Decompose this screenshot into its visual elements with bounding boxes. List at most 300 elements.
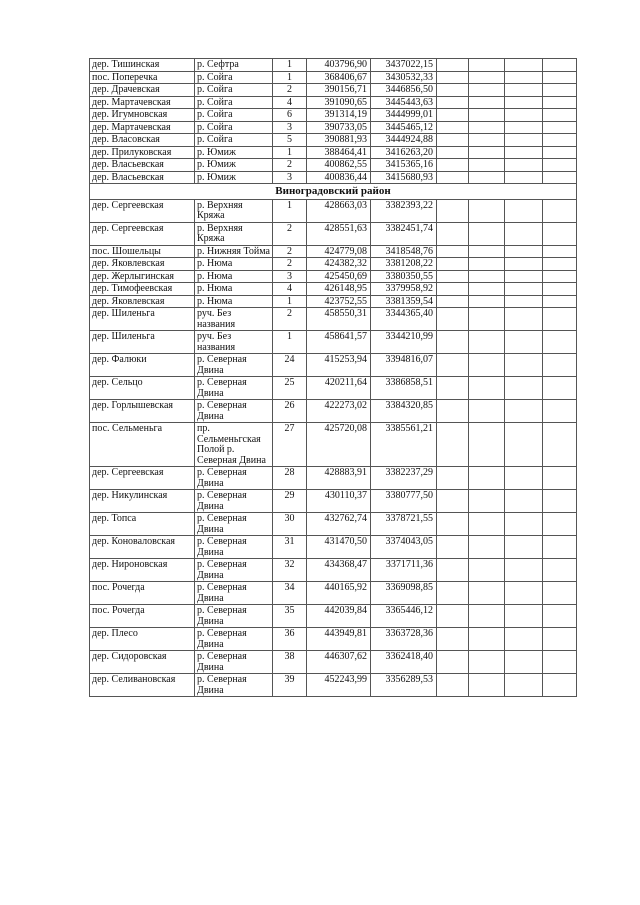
empty-cell	[543, 71, 577, 84]
table-row	[90, 331, 577, 354]
point-number-cell: 39	[273, 674, 307, 697]
coord-x-cell: 390733,05	[307, 121, 371, 134]
water-body-cell: р. Сефтра	[195, 59, 273, 72]
coord-y-cell: 3418548,76	[371, 245, 437, 258]
point-number-cell: 3	[273, 121, 307, 134]
coord-x-cell: 428551,63	[307, 222, 371, 245]
coord-y-cell: 3382393,22	[371, 199, 437, 222]
water-body-cell: р. Северная Двина	[195, 582, 273, 605]
point-number-cell: 4	[273, 96, 307, 109]
table-body-after	[90, 199, 577, 697]
point-number-cell: 34	[273, 582, 307, 605]
section-header-body	[90, 184, 577, 200]
water-body-cell: р. Верхняя Кряжа	[195, 199, 273, 222]
coord-y-cell: 3344210,99	[371, 331, 437, 354]
empty-cell	[437, 71, 469, 84]
water-body-cell: р. Северная Двина	[195, 651, 273, 674]
point-number-cell: 2	[273, 159, 307, 172]
coord-x-cell: 390156,71	[307, 84, 371, 97]
settlement-cell: дер. Яковлевская	[90, 295, 195, 308]
empty-cell	[469, 331, 505, 354]
settlement-cell: дер. Сергеевская	[90, 199, 195, 222]
empty-cell	[469, 674, 505, 697]
empty-cell	[543, 295, 577, 308]
table-row	[90, 674, 577, 697]
coord-y-cell: 3394816,07	[371, 354, 437, 377]
empty-cell	[505, 245, 543, 258]
water-body-cell: р. Северная Двина	[195, 467, 273, 490]
empty-cell	[437, 59, 469, 72]
table-row	[90, 222, 577, 245]
point-number-cell: 38	[273, 651, 307, 674]
table-row	[90, 628, 577, 651]
coord-y-cell: 3416263,20	[371, 146, 437, 159]
point-number-cell: 5	[273, 134, 307, 147]
empty-cell	[543, 674, 577, 697]
table-row	[90, 134, 577, 147]
empty-cell	[469, 134, 505, 147]
table-row	[90, 605, 577, 628]
empty-cell	[505, 331, 543, 354]
empty-cell	[543, 59, 577, 72]
coord-x-cell: 424779,08	[307, 245, 371, 258]
empty-cell	[437, 400, 469, 423]
coord-x-cell: 400862,55	[307, 159, 371, 172]
empty-cell	[543, 96, 577, 109]
empty-cell	[469, 146, 505, 159]
coord-y-cell: 3381208,22	[371, 258, 437, 271]
table-row	[90, 109, 577, 122]
coord-x-cell: 440165,92	[307, 582, 371, 605]
coord-x-cell: 458641,57	[307, 331, 371, 354]
settlement-cell: дер. Горлышевская	[90, 400, 195, 423]
empty-cell	[437, 84, 469, 97]
empty-cell	[505, 605, 543, 628]
water-body-cell: р. Нижняя Тойма	[195, 245, 273, 258]
coord-y-cell: 3445465,12	[371, 121, 437, 134]
empty-cell	[437, 222, 469, 245]
coord-x-cell: 388464,41	[307, 146, 371, 159]
coord-x-cell: 391090,65	[307, 96, 371, 109]
section-header-row	[90, 184, 577, 200]
empty-cell	[437, 96, 469, 109]
empty-cell	[543, 513, 577, 536]
table-row	[90, 96, 577, 109]
empty-cell	[543, 159, 577, 172]
empty-cell	[505, 134, 543, 147]
coord-y-cell: 3369098,85	[371, 582, 437, 605]
empty-cell	[437, 354, 469, 377]
table-row	[90, 146, 577, 159]
empty-cell	[437, 377, 469, 400]
empty-cell	[437, 513, 469, 536]
water-body-cell: р. Северная Двина	[195, 377, 273, 400]
empty-cell	[469, 536, 505, 559]
water-body-cell: р. Юмиж	[195, 146, 273, 159]
point-number-cell: 28	[273, 467, 307, 490]
coord-x-cell: 403796,90	[307, 59, 371, 72]
empty-cell	[505, 559, 543, 582]
settlement-cell: дер. Власьевская	[90, 171, 195, 184]
coord-x-cell: 425450,69	[307, 270, 371, 283]
point-number-cell: 24	[273, 354, 307, 377]
empty-cell	[543, 490, 577, 513]
table-row	[90, 559, 577, 582]
empty-cell	[437, 134, 469, 147]
empty-cell	[469, 199, 505, 222]
water-body-cell: р. Сойга	[195, 134, 273, 147]
empty-cell	[437, 295, 469, 308]
empty-cell	[469, 283, 505, 296]
empty-cell	[505, 354, 543, 377]
water-body-cell: р. Нюма	[195, 258, 273, 271]
settlement-cell: дер. Фалюки	[90, 354, 195, 377]
water-body-cell: р. Северная Двина	[195, 536, 273, 559]
empty-cell	[505, 270, 543, 283]
empty-cell	[543, 467, 577, 490]
coord-y-cell: 3365446,12	[371, 605, 437, 628]
table-row	[90, 199, 577, 222]
point-number-cell: 1	[273, 199, 307, 222]
table-row	[90, 467, 577, 490]
coord-y-cell: 3381359,54	[371, 295, 437, 308]
empty-cell	[505, 536, 543, 559]
empty-cell	[505, 467, 543, 490]
water-body-cell: р. Нюма	[195, 295, 273, 308]
empty-cell	[505, 71, 543, 84]
empty-cell	[469, 651, 505, 674]
settlement-cell: дер. Сергеевская	[90, 467, 195, 490]
water-body-cell: р. Юмиж	[195, 159, 273, 172]
settlement-cell: дер. Коноваловская	[90, 536, 195, 559]
empty-cell	[469, 171, 505, 184]
coord-y-cell: 3446856,50	[371, 84, 437, 97]
coord-x-cell: 430110,37	[307, 490, 371, 513]
coord-x-cell: 432762,74	[307, 513, 371, 536]
coord-x-cell: 443949,81	[307, 628, 371, 651]
coord-x-cell: 458550,31	[307, 308, 371, 331]
point-number-cell: 6	[273, 109, 307, 122]
empty-cell	[543, 171, 577, 184]
empty-cell	[437, 628, 469, 651]
water-body-cell: р. Сойга	[195, 121, 273, 134]
table-row	[90, 536, 577, 559]
table-row	[90, 377, 577, 400]
table-row	[90, 283, 577, 296]
water-body-cell: р. Северная Двина	[195, 400, 273, 423]
coord-y-cell: 3430532,33	[371, 71, 437, 84]
point-number-cell: 35	[273, 605, 307, 628]
coord-x-cell: 431470,50	[307, 536, 371, 559]
empty-cell	[437, 258, 469, 271]
table-row	[90, 121, 577, 134]
empty-cell	[469, 71, 505, 84]
table-row	[90, 171, 577, 184]
settlement-cell: дер. Игумновская	[90, 109, 195, 122]
empty-cell	[505, 490, 543, 513]
settlement-cell: дер. Шиленьга	[90, 331, 195, 354]
coord-y-cell: 3356289,53	[371, 674, 437, 697]
water-body-cell: р. Северная Двина	[195, 605, 273, 628]
empty-cell	[469, 84, 505, 97]
water-body-cell: р. Верхняя Кряжа	[195, 222, 273, 245]
empty-cell	[469, 354, 505, 377]
empty-cell	[505, 400, 543, 423]
table-body-before	[90, 59, 577, 184]
coord-y-cell: 3437022,15	[371, 59, 437, 72]
empty-cell	[437, 199, 469, 222]
water-body-cell: р. Нюма	[195, 283, 273, 296]
empty-cell	[469, 400, 505, 423]
settlement-cell: пос. Шошельцы	[90, 245, 195, 258]
table-row	[90, 423, 577, 467]
empty-cell	[505, 423, 543, 467]
settlement-cell: дер. Жерлыгинская	[90, 270, 195, 283]
settlement-cell: дер. Сельцо	[90, 377, 195, 400]
coord-y-cell: 3415365,16	[371, 159, 437, 172]
empty-cell	[505, 674, 543, 697]
settlement-cell: дер. Топса	[90, 513, 195, 536]
coord-y-cell: 3385561,21	[371, 423, 437, 467]
settlement-cell: дер. Власьевская	[90, 159, 195, 172]
empty-cell	[505, 159, 543, 172]
coord-x-cell: 420211,64	[307, 377, 371, 400]
empty-cell	[543, 582, 577, 605]
point-number-cell: 1	[273, 146, 307, 159]
point-number-cell: 26	[273, 400, 307, 423]
point-number-cell: 1	[273, 295, 307, 308]
point-number-cell: 30	[273, 513, 307, 536]
water-body-cell: р. Сойга	[195, 84, 273, 97]
settlements-table	[89, 58, 577, 697]
coord-y-cell: 3445443,63	[371, 96, 437, 109]
settlement-cell: пос. Рочегда	[90, 582, 195, 605]
table-row	[90, 59, 577, 72]
table-row	[90, 490, 577, 513]
water-body-cell: р. Сойга	[195, 96, 273, 109]
coord-x-cell: 426148,95	[307, 283, 371, 296]
empty-cell	[505, 283, 543, 296]
settlement-cell: дер. Драчевская	[90, 84, 195, 97]
empty-cell	[469, 582, 505, 605]
coord-x-cell: 446307,62	[307, 651, 371, 674]
empty-cell	[437, 536, 469, 559]
water-body-cell: р. Северная Двина	[195, 490, 273, 513]
empty-cell	[437, 159, 469, 172]
empty-cell	[469, 245, 505, 258]
coord-y-cell: 3371711,36	[371, 559, 437, 582]
empty-cell	[543, 222, 577, 245]
water-body-cell: пр. Сельменьгская Полой р. Северная Двина	[195, 423, 273, 467]
settlement-cell: дер. Тимофеевская	[90, 283, 195, 296]
coord-x-cell: 415253,94	[307, 354, 371, 377]
water-body-cell: р. Северная Двина	[195, 513, 273, 536]
water-body-cell: руч. Без названия	[195, 308, 273, 331]
empty-cell	[469, 423, 505, 467]
empty-cell	[543, 651, 577, 674]
empty-cell	[543, 84, 577, 97]
table-row	[90, 84, 577, 97]
coord-y-cell: 3380777,50	[371, 490, 437, 513]
table-row	[90, 354, 577, 377]
coord-x-cell: 423752,55	[307, 295, 371, 308]
empty-cell	[469, 222, 505, 245]
empty-cell	[469, 59, 505, 72]
empty-cell	[437, 605, 469, 628]
point-number-cell: 3	[273, 270, 307, 283]
empty-cell	[469, 109, 505, 122]
empty-cell	[543, 121, 577, 134]
coord-x-cell: 400836,44	[307, 171, 371, 184]
empty-cell	[437, 331, 469, 354]
point-number-cell: 27	[273, 423, 307, 467]
empty-cell	[437, 171, 469, 184]
coord-y-cell: 3379958,92	[371, 283, 437, 296]
section-title: Виноградовский район	[90, 184, 577, 200]
water-body-cell: р. Юмиж	[195, 171, 273, 184]
water-body-cell: р. Северная Двина	[195, 674, 273, 697]
empty-cell	[543, 377, 577, 400]
coord-y-cell: 3382451,74	[371, 222, 437, 245]
empty-cell	[469, 559, 505, 582]
table-row	[90, 295, 577, 308]
settlement-cell: дер. Селивановская	[90, 674, 195, 697]
empty-cell	[543, 400, 577, 423]
settlement-cell: дер. Сергеевская	[90, 222, 195, 245]
coord-x-cell: 391314,19	[307, 109, 371, 122]
settlement-cell: дер. Сидоровская	[90, 651, 195, 674]
point-number-cell: 31	[273, 536, 307, 559]
settlement-cell: дер. Плесо	[90, 628, 195, 651]
point-number-cell: 25	[273, 377, 307, 400]
coord-y-cell: 3384320,85	[371, 400, 437, 423]
empty-cell	[437, 651, 469, 674]
empty-cell	[505, 121, 543, 134]
empty-cell	[505, 582, 543, 605]
empty-cell	[469, 628, 505, 651]
empty-cell	[469, 467, 505, 490]
coord-y-cell: 3344365,40	[371, 308, 437, 331]
empty-cell	[505, 308, 543, 331]
table-row	[90, 308, 577, 331]
settlement-cell: пос. Рочегда	[90, 605, 195, 628]
empty-cell	[543, 536, 577, 559]
settlement-cell: дер. Никулинская	[90, 490, 195, 513]
empty-cell	[469, 605, 505, 628]
settlement-cell: дер. Яковлевская	[90, 258, 195, 271]
empty-cell	[543, 283, 577, 296]
empty-cell	[505, 199, 543, 222]
empty-cell	[469, 377, 505, 400]
point-number-cell: 2	[273, 222, 307, 245]
empty-cell	[543, 308, 577, 331]
empty-cell	[505, 59, 543, 72]
empty-cell	[505, 513, 543, 536]
coord-x-cell: 434368,47	[307, 559, 371, 582]
empty-cell	[505, 171, 543, 184]
coord-x-cell: 368406,67	[307, 71, 371, 84]
coord-x-cell: 422273,02	[307, 400, 371, 423]
empty-cell	[543, 270, 577, 283]
point-number-cell: 4	[273, 283, 307, 296]
empty-cell	[469, 295, 505, 308]
empty-cell	[437, 559, 469, 582]
empty-cell	[543, 146, 577, 159]
water-body-cell: р. Северная Двина	[195, 354, 273, 377]
point-number-cell: 2	[273, 258, 307, 271]
coord-y-cell: 3415680,93	[371, 171, 437, 184]
table-row	[90, 270, 577, 283]
empty-cell	[505, 628, 543, 651]
table-row	[90, 245, 577, 258]
table-row	[90, 651, 577, 674]
coord-y-cell: 3363728,36	[371, 628, 437, 651]
empty-cell	[505, 295, 543, 308]
empty-cell	[505, 109, 543, 122]
coord-x-cell: 428663,03	[307, 199, 371, 222]
point-number-cell: 1	[273, 331, 307, 354]
settlement-cell: дер. Тишинская	[90, 59, 195, 72]
coord-x-cell: 390881,93	[307, 134, 371, 147]
empty-cell	[543, 423, 577, 467]
empty-cell	[505, 96, 543, 109]
settlement-cell: дер. Нироновская	[90, 559, 195, 582]
water-body-cell: р. Сойга	[195, 109, 273, 122]
empty-cell	[437, 308, 469, 331]
coord-x-cell: 424382,32	[307, 258, 371, 271]
empty-cell	[543, 628, 577, 651]
table-row	[90, 71, 577, 84]
settlement-cell: пос. Поперечка	[90, 71, 195, 84]
empty-cell	[437, 270, 469, 283]
empty-cell	[437, 283, 469, 296]
empty-cell	[437, 245, 469, 258]
settlement-cell: дер. Власовская	[90, 134, 195, 147]
settlement-cell: дер. Шиленьга	[90, 308, 195, 331]
empty-cell	[437, 582, 469, 605]
empty-cell	[543, 354, 577, 377]
table-row	[90, 513, 577, 536]
empty-cell	[505, 146, 543, 159]
empty-cell	[469, 270, 505, 283]
empty-cell	[469, 490, 505, 513]
settlement-cell: дер. Прилуковская	[90, 146, 195, 159]
point-number-cell: 2	[273, 245, 307, 258]
coord-y-cell: 3378721,55	[371, 513, 437, 536]
settlement-cell: пос. Сельменьга	[90, 423, 195, 467]
coord-y-cell: 3386858,51	[371, 377, 437, 400]
empty-cell	[543, 258, 577, 271]
water-body-cell: руч. Без названия	[195, 331, 273, 354]
water-body-cell: р. Сойга	[195, 71, 273, 84]
point-number-cell: 32	[273, 559, 307, 582]
empty-cell	[543, 245, 577, 258]
point-number-cell: 1	[273, 59, 307, 72]
point-number-cell: 2	[273, 308, 307, 331]
empty-cell	[543, 331, 577, 354]
empty-cell	[437, 146, 469, 159]
settlement-cell: дер. Мартачевская	[90, 121, 195, 134]
coord-x-cell: 428883,91	[307, 467, 371, 490]
table-row	[90, 582, 577, 605]
empty-cell	[505, 651, 543, 674]
empty-cell	[437, 490, 469, 513]
coord-x-cell: 452243,99	[307, 674, 371, 697]
settlement-cell: дер. Мартачевская	[90, 96, 195, 109]
coord-y-cell: 3444924,88	[371, 134, 437, 147]
table-row	[90, 258, 577, 271]
empty-cell	[543, 199, 577, 222]
